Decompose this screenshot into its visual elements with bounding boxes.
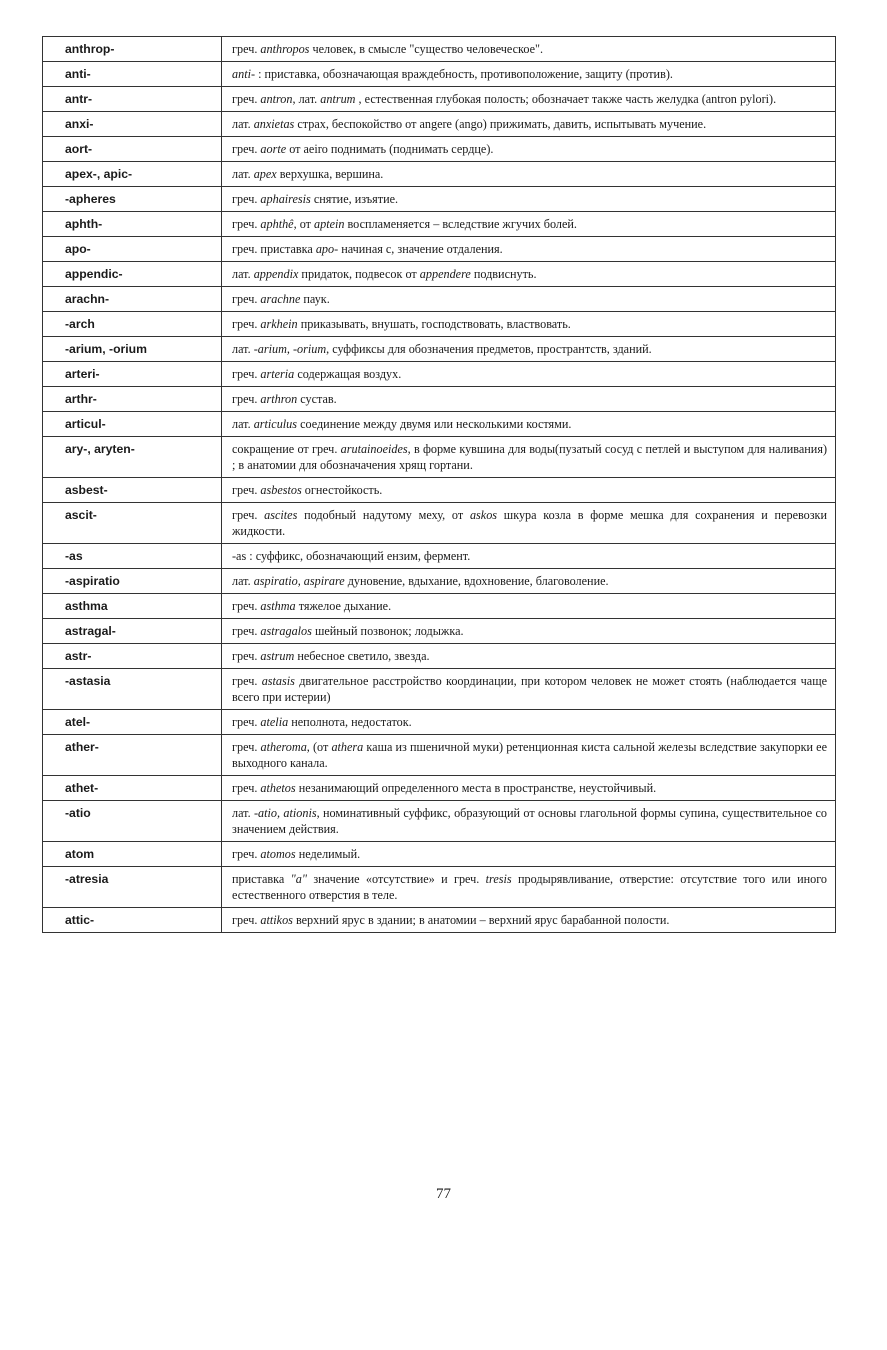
table-row <box>43 112 836 137</box>
definition-italic-text: asbestos <box>260 483 302 497</box>
definition-text: начиная с, значение отдаления. <box>338 242 503 256</box>
definition-cell <box>222 776 836 801</box>
definition-text: верхний ярус в здании; в анатомии – верхний ярус барабанной полости. <box>292 913 670 927</box>
definition-italic-text: appendix <box>253 267 299 281</box>
term-cell: ary-, aryten- <box>43 437 222 478</box>
definition-text: греч. <box>232 674 262 688</box>
definition-text: лат. <box>232 267 254 281</box>
table-row <box>43 137 836 162</box>
definition-italic-text: arachne <box>260 292 301 306</box>
definition-italic-text: arthron <box>260 392 298 406</box>
definition-text: , суффиксы для обозначения предметов, пространтств, зданий. <box>326 342 652 356</box>
definition-text: греч. <box>232 740 261 754</box>
term-cell: arachn- <box>43 287 222 312</box>
table-row <box>43 262 836 287</box>
table-row <box>43 503 836 544</box>
definition-text: неполнота, недостаток. <box>288 715 412 729</box>
definition-cell <box>222 437 836 478</box>
definition-italic-text: aphthê <box>260 217 294 231</box>
definition-text: дуновение, вдыхание, вдохновение, благоволение. <box>344 574 609 588</box>
definition-italic-text: antron <box>260 92 293 106</box>
definition-text: паук. <box>300 292 330 306</box>
term-cell: -arch <box>43 312 222 337</box>
definition-text: огнестойкость. <box>301 483 383 497</box>
definition-text: греч. <box>232 781 261 795</box>
definition-cell <box>222 312 836 337</box>
definition-text: греч. <box>232 649 261 663</box>
definition-text: греч. <box>232 367 261 381</box>
definition-text: греч. <box>232 715 261 729</box>
definition-italic-text: aphairesis <box>260 192 311 206</box>
definition-text: , от <box>293 217 314 231</box>
definition-italic-text: aspiratio, aspirare <box>253 574 345 588</box>
definition-text: незанимающий определенного места в пространстве, неустойчивый. <box>295 781 657 795</box>
definition-italic-text: attikos <box>260 913 293 927</box>
definition-text: продырявливание, отверстие: отсутствие того или иного естественного отверстия в теле. <box>232 872 827 902</box>
definition-cell <box>222 162 836 187</box>
term-cell: anxi- <box>43 112 222 137</box>
table-row <box>43 710 836 735</box>
definition-text: содержащая воздух. <box>294 367 402 381</box>
definition-italic-text: anti- <box>232 67 256 81</box>
page-number: 77 <box>436 1186 451 1202</box>
definition-italic-text: atelia <box>260 715 289 729</box>
definition-text: -as : суффикс, обозначающий ензим, фермент. <box>232 549 471 563</box>
definition-text: греч. <box>232 483 261 497</box>
term-cell: antr- <box>43 87 222 112</box>
definition-text: греч. <box>232 508 265 522</box>
term-cell: ather- <box>43 735 222 776</box>
definition-italic-text: anthropos <box>260 42 310 56</box>
definition-cell <box>222 908 836 933</box>
definition-text: подобный надутому меху, от <box>297 508 470 522</box>
definition-text: лат. <box>232 167 254 181</box>
definition-italic-text: antrum <box>320 92 356 106</box>
definition-text: подвиснуть. <box>470 267 537 281</box>
term-cell: -atio <box>43 801 222 842</box>
definition-text: греч. <box>232 42 261 56</box>
definition-italic-text: astragalos <box>260 624 312 638</box>
glossary-table <box>42 36 836 933</box>
table-row <box>43 312 836 337</box>
definition-italic-text: arkhein <box>260 317 298 331</box>
definition-text: лат. <box>232 117 254 131</box>
definition-cell <box>222 237 836 262</box>
definition-cell <box>222 262 836 287</box>
term-cell: asthma <box>43 594 222 619</box>
term-cell: -apheres <box>43 187 222 212</box>
table-row <box>43 387 836 412</box>
definition-cell <box>222 569 836 594</box>
term-cell: asbest- <box>43 478 222 503</box>
term-cell: articul- <box>43 412 222 437</box>
table-row <box>43 644 836 669</box>
definition-cell <box>222 669 836 710</box>
definition-cell <box>222 362 836 387</box>
term-cell: arthr- <box>43 387 222 412</box>
definition-text: , лат. <box>292 92 321 106</box>
table-row <box>43 162 836 187</box>
table-row <box>43 801 836 842</box>
term-cell: -aspiratio <box>43 569 222 594</box>
definition-text: приказывать, внушать, господствовать, властвовать. <box>297 317 571 331</box>
table-row <box>43 544 836 569</box>
definition-cell <box>222 212 836 237</box>
table-row <box>43 62 836 87</box>
definition-cell <box>222 644 836 669</box>
definition-cell <box>222 619 836 644</box>
definition-text: значение «отсутствие» и греч. <box>307 872 486 886</box>
definition-text: сокращение от греч. <box>232 442 341 456</box>
definition-italic-text: astasis <box>261 674 295 688</box>
definition-cell <box>222 842 836 867</box>
term-cell: astragal- <box>43 619 222 644</box>
table-row <box>43 908 836 933</box>
definition-text: греч. <box>232 142 261 156</box>
definition-text: : приставка, обозначающая враждебность, противоположение, защиту (против). <box>255 67 673 81</box>
definition-cell <box>222 87 836 112</box>
definition-text: человек, в смысле "существо человеческое". <box>309 42 544 56</box>
definition-italic-text: athetos <box>260 781 296 795</box>
definition-text: неделимый. <box>295 847 361 861</box>
term-cell: arteri- <box>43 362 222 387</box>
term-cell: astr- <box>43 644 222 669</box>
table-row <box>43 412 836 437</box>
term-cell: ascit- <box>43 503 222 544</box>
definition-text: страх, беспокойство от angere (ango) прижимать, давить, испытывать мучение. <box>294 117 707 131</box>
term-cell: aphth- <box>43 212 222 237</box>
definition-cell <box>222 801 836 842</box>
table-row <box>43 569 836 594</box>
definition-cell <box>222 37 836 62</box>
definition-cell <box>222 735 836 776</box>
table-row <box>43 37 836 62</box>
definition-italic-text: ascites <box>264 508 298 522</box>
definition-text: шкура козла в форме мешка для сохранения и перевозки жидкости. <box>232 508 828 538</box>
definition-italic-text: atomos <box>260 847 296 861</box>
table-row <box>43 842 836 867</box>
table-row <box>43 237 836 262</box>
definition-text: лат. <box>232 574 254 588</box>
definition-italic-text: apo- <box>315 242 339 256</box>
definition-cell <box>222 503 836 544</box>
definition-text: небесное светило, звезда. <box>294 649 430 663</box>
definition-text: греч. <box>232 624 261 638</box>
definition-italic-text: articulus <box>253 417 298 431</box>
definition-italic-text: astrum <box>260 649 295 663</box>
table-row <box>43 287 836 312</box>
definition-italic-text: arteria <box>260 367 295 381</box>
term-cell: anti- <box>43 62 222 87</box>
definition-cell <box>222 412 836 437</box>
definition-cell <box>222 710 836 735</box>
table-row <box>43 362 836 387</box>
definition-cell <box>222 867 836 908</box>
table-row <box>43 867 836 908</box>
definition-text: греч. <box>232 847 261 861</box>
glossary-body <box>43 37 836 933</box>
table-row <box>43 87 836 112</box>
table-row <box>43 776 836 801</box>
definition-italic-text: apex <box>253 167 277 181</box>
definition-italic-text: anxietas <box>253 117 295 131</box>
definition-text: , в форме кувшина для воды(пузатый сосуд с петлей и выступом для наливания) ; в анатомии для обозначачения хрящ гортани. <box>232 442 827 472</box>
definition-text: греч. <box>232 217 261 231</box>
definition-cell <box>222 387 836 412</box>
definition-italic-text: askos <box>469 508 498 522</box>
term-cell: -astasia <box>43 669 222 710</box>
table-row <box>43 735 836 776</box>
table-row <box>43 437 836 478</box>
definition-cell <box>222 137 836 162</box>
definition-cell <box>222 112 836 137</box>
term-cell: apo- <box>43 237 222 262</box>
definition-cell <box>222 62 836 87</box>
definition-italic-text: arutainoeides <box>340 442 408 456</box>
definition-text: двигательное расстройство координации, при котором человек не может стоять (наблюдается чаще всего при истерии) <box>232 674 827 704</box>
term-cell: -arium, -orium <box>43 337 222 362</box>
term-cell: appendic- <box>43 262 222 287</box>
definition-text: греч. <box>232 292 261 306</box>
definition-text: придаток, подвесок от <box>298 267 420 281</box>
definition-italic-text: -atio, ationis <box>253 806 317 820</box>
definition-text: снятие, изъятие. <box>310 192 399 206</box>
term-cell: -atresia <box>43 867 222 908</box>
definition-text: греч. <box>232 192 261 206</box>
definition-text: воспламеняется – вследствие жгучих болей. <box>344 217 577 231</box>
term-cell: athet- <box>43 776 222 801</box>
definition-text: греч. <box>232 913 261 927</box>
table-row <box>43 337 836 362</box>
table-row <box>43 669 836 710</box>
definition-italic-text: aorte <box>260 142 287 156</box>
definition-text: лат. <box>232 417 254 431</box>
definition-cell <box>222 337 836 362</box>
definition-text: , естественная глубокая полость; обозначает также часть желудка (antron pylori). <box>355 92 777 106</box>
definition-italic-text: aptein <box>314 217 345 231</box>
definition-text: соединение между двумя или несколькими костями. <box>297 417 572 431</box>
table-row <box>43 619 836 644</box>
term-cell: aort- <box>43 137 222 162</box>
definition-text: шейный позвонок; лодыжка. <box>311 624 464 638</box>
definition-text: греч. <box>232 317 261 331</box>
definition-text: греч. <box>232 92 261 106</box>
term-cell: atel- <box>43 710 222 735</box>
definition-text: лат. <box>232 806 254 820</box>
definition-text: тяжелое дыхание. <box>295 599 392 613</box>
definition-text: греч. приставка <box>232 242 316 256</box>
definition-text: приставка <box>232 872 291 886</box>
term-cell: attic- <box>43 908 222 933</box>
table-row <box>43 478 836 503</box>
table-row <box>43 212 836 237</box>
definition-italic-text: appendere <box>419 267 471 281</box>
definition-text: от aeiro поднимать (поднимать сердце). <box>286 142 494 156</box>
definition-cell <box>222 478 836 503</box>
table-row <box>43 187 836 212</box>
definition-text: , (от <box>306 740 332 754</box>
definition-cell <box>222 544 836 569</box>
term-cell: apex-, apic- <box>43 162 222 187</box>
definition-text: лат. <box>232 342 254 356</box>
definition-cell <box>222 594 836 619</box>
definition-text: греч. <box>232 392 261 406</box>
term-cell: -as <box>43 544 222 569</box>
definition-italic-text: athera <box>331 740 364 754</box>
definition-text: верхушка, вершина. <box>276 167 384 181</box>
definition-text: греч. <box>232 599 261 613</box>
definition-italic-text: asthma <box>260 599 296 613</box>
definition-italic-text: -arium, -orium <box>253 342 327 356</box>
term-cell: atom <box>43 842 222 867</box>
definition-italic-text: atheroma <box>260 740 307 754</box>
definition-cell <box>222 187 836 212</box>
definition-italic-text: "a" <box>290 872 308 886</box>
definition-cell <box>222 287 836 312</box>
definition-text: , номинативный суффикс, образующий от основы глагольной формы супина, существительное со значением действия. <box>232 806 828 836</box>
table-row <box>43 594 836 619</box>
term-cell: anthrop- <box>43 37 222 62</box>
definition-text: сустав. <box>297 392 337 406</box>
definition-text: каша из пшеничной муки) ретенционная киста сальной железы вследствие закупорки ее выходного канала. <box>232 740 827 770</box>
definition-italic-text: tresis <box>485 872 512 886</box>
